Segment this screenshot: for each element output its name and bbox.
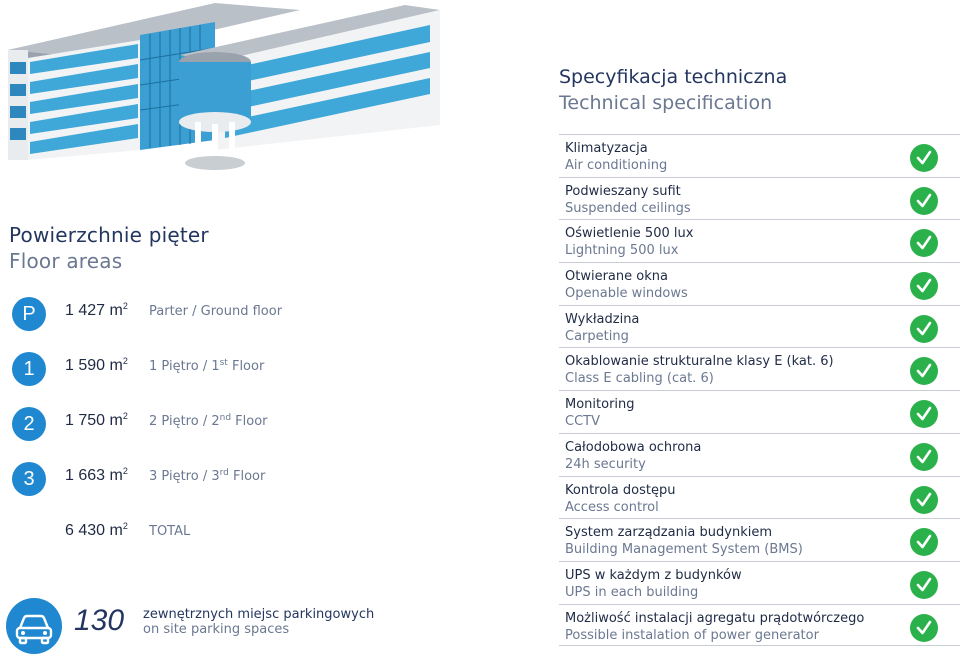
- parking-count: 130: [74, 604, 125, 637]
- floor-areas-title-en: Floor areas: [9, 249, 123, 273]
- floor-row-2: [12, 407, 312, 441]
- spec-item-en: Possible instalation of power generator: [565, 627, 819, 643]
- spec-item-pl: System zarządzania budynkiem: [565, 525, 773, 541]
- floor-areas-title-pl: Powierzchnie pięter: [9, 223, 209, 247]
- spec-item: [559, 219, 960, 262]
- spec-item: [559, 604, 960, 647]
- spec-item: [559, 177, 960, 220]
- spec-item-pl: Możliwość instalacji agregatu prądotwórczego: [565, 610, 865, 626]
- spec-item: [559, 476, 960, 519]
- floor-label: 3 Piętro / 3rd Floor: [149, 468, 266, 484]
- spec-item: [559, 390, 960, 433]
- floor-area: 1 590 $m^2$: [65, 356, 128, 374]
- floor-label: Parter / Ground floor: [149, 304, 283, 319]
- spec-item: [559, 518, 960, 561]
- floor-areas-title: [9, 222, 209, 274]
- floor-badge: 3: [12, 462, 46, 496]
- check-icon: [910, 229, 938, 257]
- check-icon: [910, 144, 938, 172]
- spec-item-en: Carpeting: [565, 328, 629, 344]
- parking-label-en: on site parking spaces: [143, 622, 290, 637]
- check-icon: [910, 187, 938, 215]
- floor-badge: 2: [12, 407, 46, 441]
- spec-title-pl: Specyfikacja techniczna: [559, 66, 788, 88]
- spec-item: [559, 134, 960, 177]
- check-icon: [910, 315, 938, 343]
- spec-item-en: Air conditioning: [565, 158, 668, 173]
- spec-item-pl: Całodobowa ochrona: [565, 439, 702, 455]
- spec-item-en: Access control: [565, 499, 659, 515]
- floor-area: 1 750 $m^2$: [65, 411, 128, 429]
- spec-item-pl: Klimatyzacja: [565, 141, 648, 156]
- spec-item-en: 24h security: [565, 456, 646, 472]
- spec-item-pl: Wykładzina: [565, 311, 640, 327]
- spec-item-en: UPS in each building: [565, 584, 699, 600]
- spec-item-en: Building Management System (BMS): [565, 542, 803, 558]
- spec-item: [559, 561, 960, 604]
- check-icon: [910, 614, 938, 642]
- spec-list: [559, 134, 960, 646]
- total-area: 6 430 $m^2$: [65, 521, 128, 539]
- spec-item-pl: UPS w każdym z budynków: [565, 567, 742, 583]
- building-illustration: [0, 0, 450, 180]
- spec-item-pl: Kontrola dostępu: [565, 482, 676, 498]
- check-icon: [910, 571, 938, 599]
- floor-label: 1 Piętro / 1st Floor: [149, 358, 265, 374]
- spec-item-en: CCTV: [565, 414, 600, 430]
- check-icon: [910, 443, 938, 471]
- floor-row-total: [12, 517, 312, 551]
- check-icon: [910, 400, 938, 428]
- car-icon: [6, 598, 62, 654]
- floor-row-3: [12, 462, 312, 496]
- spec-item-pl: Okablowanie strukturalne klasy E (kat. 6): [565, 354, 834, 370]
- spec-item-pl: Otwierane okna: [565, 269, 668, 285]
- spec-item-en: Lightning 500 lux: [565, 243, 679, 259]
- spec-item: [559, 347, 960, 390]
- check-icon: [910, 486, 938, 514]
- check-icon: [910, 528, 938, 556]
- floor-row-1: [12, 352, 312, 386]
- spec-item-en: Class E cabling (cat. 6): [565, 371, 714, 387]
- spec-title-en: Technical specification: [559, 92, 773, 114]
- parking-label-pl: zewnętrznych miejsc parkingowych: [143, 607, 375, 622]
- total-label: TOTAL: [149, 524, 191, 539]
- check-icon: [910, 272, 938, 300]
- spec-item-en: Openable windows: [565, 286, 688, 302]
- floor-badge: 1: [12, 352, 46, 386]
- floor-area: 1 663 $m^2$: [65, 466, 128, 484]
- floor-row-ground: [12, 297, 312, 331]
- check-icon: [910, 357, 938, 385]
- floor-area: 1 427 $m^2$: [65, 301, 128, 319]
- floor-label: 2 Piętro / 2nd Floor: [149, 413, 268, 429]
- spec-item-pl: Oświetlenie 500 lux: [565, 226, 694, 242]
- spec-item-en: Suspended ceilings: [565, 200, 691, 216]
- spec-item: [559, 262, 960, 305]
- spec-item-pl: Podwieszany sufit: [565, 183, 681, 199]
- floor-badge: P: [12, 297, 46, 331]
- spec-title: [559, 64, 787, 116]
- spec-item-pl: Monitoring: [565, 397, 635, 413]
- spec-item: [559, 433, 960, 476]
- spec-item: [559, 305, 960, 348]
